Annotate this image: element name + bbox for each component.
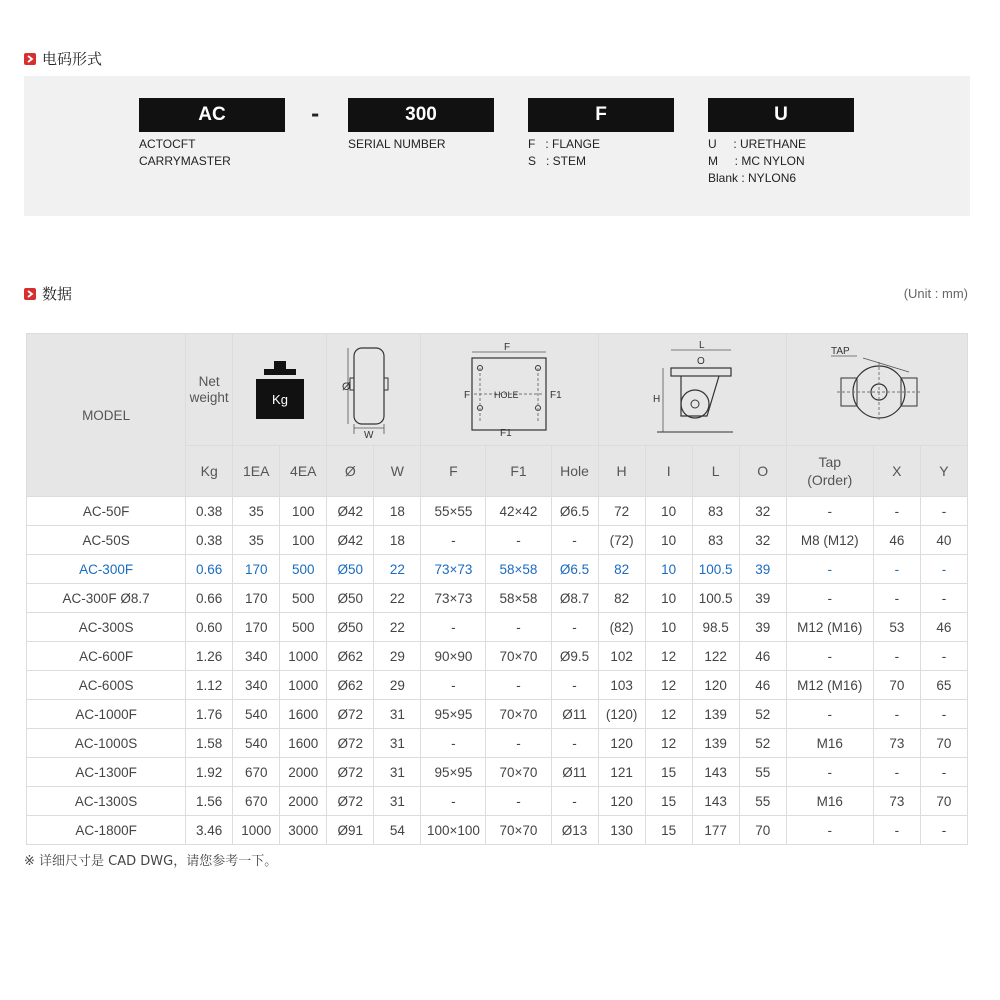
- unit-f: F: [421, 446, 486, 497]
- table-cell: 130: [598, 816, 645, 845]
- table-cell: 95×95: [421, 700, 486, 729]
- table-cell: 1.56: [186, 787, 233, 816]
- table-cell: 58×58: [486, 555, 551, 584]
- unit-1ea: 1EA: [233, 446, 280, 497]
- unit-w: W: [374, 446, 421, 497]
- table-cell: 65: [920, 671, 967, 700]
- table-cell: -: [920, 758, 967, 787]
- table-cell: -: [786, 642, 873, 671]
- table-cell: 22: [374, 613, 421, 642]
- header-flange-figure: [421, 334, 598, 446]
- table-cell: 72: [598, 497, 645, 526]
- table-cell: 2000: [280, 787, 327, 816]
- table-cell: 54: [374, 816, 421, 845]
- fig-f-label-top: F: [504, 341, 511, 353]
- fig-h-label: H: [653, 393, 661, 405]
- table-cell: 12: [645, 700, 692, 729]
- table-cell: 1000: [280, 642, 327, 671]
- table-cell: -: [486, 729, 551, 758]
- table-cell: 53: [873, 613, 920, 642]
- table-cell: 31: [374, 700, 421, 729]
- table-cell: 18: [374, 497, 421, 526]
- table-cell: Ø62: [327, 671, 374, 700]
- table-cell: 540: [233, 729, 280, 758]
- code-bar: F: [528, 98, 674, 132]
- table-cell: 73: [873, 787, 920, 816]
- cell-model: AC-1800F: [27, 816, 186, 845]
- unit-i: I: [645, 446, 692, 497]
- code-description: F : FLANGE S : STEM: [528, 137, 601, 168]
- table-cell: 0.66: [186, 555, 233, 584]
- table-cell: 95×95: [421, 758, 486, 787]
- wheel-side-diagram-icon: [334, 342, 414, 438]
- table-cell: 70: [739, 816, 786, 845]
- red-arrow-bullet-icon: [24, 288, 36, 300]
- table-row: [27, 729, 968, 758]
- table-cell: 46: [920, 613, 967, 642]
- table-cell: 29: [374, 642, 421, 671]
- fig-f1-label-bottom: F1: [500, 427, 513, 439]
- table-cell: -: [786, 816, 873, 845]
- code-description: U : URETHANE M : MC NYLON Blank : NYLON6: [708, 137, 807, 185]
- table-cell: -: [873, 497, 920, 526]
- table-cell: -: [920, 816, 967, 845]
- table-cell: 12: [645, 642, 692, 671]
- table-cell: -: [551, 671, 598, 700]
- table-cell: -: [873, 584, 920, 613]
- table-cell: Ø72: [327, 758, 374, 787]
- table-cell: 170: [233, 584, 280, 613]
- table-cell: 55×55: [421, 497, 486, 526]
- table-row: [27, 671, 968, 700]
- table-cell: 1600: [280, 700, 327, 729]
- table-cell: 52: [739, 700, 786, 729]
- table-cell: 177: [692, 816, 739, 845]
- unit-l: L: [692, 446, 739, 497]
- table-cell: Ø72: [327, 700, 374, 729]
- table-cell: 3000: [280, 816, 327, 845]
- table-cell: 102: [598, 642, 645, 671]
- caster-side-diagram-icon: [637, 340, 747, 440]
- table-cell: 1000: [233, 816, 280, 845]
- table-cell: (120): [598, 700, 645, 729]
- code-separator: -: [311, 102, 320, 126]
- table-cell: M12 (M16): [786, 671, 873, 700]
- table-cell: 46: [739, 671, 786, 700]
- table-cell: -: [873, 816, 920, 845]
- table-cell: (82): [598, 613, 645, 642]
- fig-f-label-side: F: [464, 389, 471, 401]
- table-cell: M8 (M12): [786, 526, 873, 555]
- unit-tap: Tap (Order): [786, 446, 873, 497]
- table-cell: -: [873, 642, 920, 671]
- table-cell: -: [873, 700, 920, 729]
- header-net-weight: Net weight: [186, 334, 233, 446]
- table-cell: -: [920, 555, 967, 584]
- table-cell: 15: [645, 787, 692, 816]
- table-cell: 70×70: [486, 642, 551, 671]
- unit-note: (Unit : mm): [903, 286, 968, 301]
- table-cell: 1600: [280, 729, 327, 758]
- table-cell: -: [486, 526, 551, 555]
- table-cell: -: [421, 613, 486, 642]
- spec-table: [26, 333, 968, 845]
- table-cell: 340: [233, 642, 280, 671]
- stem-top-diagram-icon: [817, 340, 937, 440]
- table-cell: -: [920, 700, 967, 729]
- header-caster-figure: [598, 334, 786, 446]
- unit-x: X: [873, 446, 920, 497]
- table-cell: -: [551, 787, 598, 816]
- red-arrow-bullet-icon: [24, 53, 36, 65]
- table-cell: 100: [280, 497, 327, 526]
- table-cell: 39: [739, 584, 786, 613]
- table-cell: 103: [598, 671, 645, 700]
- cell-model: AC-300S: [27, 613, 186, 642]
- table-cell: -: [421, 526, 486, 555]
- table-cell: 70×70: [486, 758, 551, 787]
- table-cell: 70×70: [486, 816, 551, 845]
- unit-4ea: 4EA: [280, 446, 327, 497]
- code-bar: 300: [348, 98, 494, 132]
- table-cell: 35: [233, 497, 280, 526]
- table-cell: 500: [280, 555, 327, 584]
- table-cell: 1.76: [186, 700, 233, 729]
- table-cell: 100: [280, 526, 327, 555]
- table-cell: -: [486, 671, 551, 700]
- table-cell: 82: [598, 555, 645, 584]
- table-cell: -: [920, 584, 967, 613]
- table-cell: 29: [374, 671, 421, 700]
- table-cell: 120: [598, 729, 645, 758]
- unit-kg: Kg: [186, 446, 233, 497]
- table-cell: 31: [374, 729, 421, 758]
- section-heading-data: [24, 283, 72, 304]
- table-cell: 2000: [280, 758, 327, 787]
- table-cell: M16: [786, 787, 873, 816]
- code-item-wheel: [708, 98, 854, 187]
- table-cell: -: [786, 700, 873, 729]
- cell-model: AC-50S: [27, 526, 186, 555]
- table-cell: 12: [645, 729, 692, 758]
- table-cell: 1.92: [186, 758, 233, 787]
- cell-model: AC-1000F: [27, 700, 186, 729]
- table-cell: 143: [692, 758, 739, 787]
- table-cell: -: [421, 729, 486, 758]
- table-cell: 73×73: [421, 555, 486, 584]
- table-cell: 55: [739, 787, 786, 816]
- table-cell: 170: [233, 555, 280, 584]
- table-cell: 52: [739, 729, 786, 758]
- table-row: [27, 526, 968, 555]
- table-cell: 10: [645, 613, 692, 642]
- table-cell: 120: [598, 787, 645, 816]
- unit-h: H: [598, 446, 645, 497]
- table-cell: Ø11: [551, 700, 598, 729]
- code-form-panel: [24, 76, 970, 216]
- code-item-mount: [528, 98, 674, 170]
- table-cell: Ø9.5: [551, 642, 598, 671]
- header-kg-figure: [233, 334, 327, 446]
- table-cell: 15: [645, 816, 692, 845]
- table-cell: (72): [598, 526, 645, 555]
- unit-phi: Ø: [327, 446, 374, 497]
- table-cell: Ø72: [327, 729, 374, 758]
- cell-model: AC-1300F: [27, 758, 186, 787]
- table-cell: 120: [692, 671, 739, 700]
- code-description: SERIAL NUMBER: [348, 137, 446, 151]
- table-cell: 670: [233, 758, 280, 787]
- table-row: [27, 787, 968, 816]
- table-cell: -: [551, 613, 598, 642]
- table-cell: 73×73: [421, 584, 486, 613]
- table-cell: 35: [233, 526, 280, 555]
- table-cell: 31: [374, 787, 421, 816]
- code-bar: U: [708, 98, 854, 132]
- code-item-series: [139, 98, 285, 170]
- table-cell: 0.38: [186, 497, 233, 526]
- table-cell: 0.60: [186, 613, 233, 642]
- table-cell: -: [786, 758, 873, 787]
- header-wheel-figure: [327, 334, 421, 446]
- flange-plate-diagram-icon: [444, 340, 574, 440]
- table-cell: Ø91: [327, 816, 374, 845]
- table-cell: 40: [920, 526, 967, 555]
- section-title: 电码形式: [42, 50, 103, 68]
- table-cell: 32: [739, 526, 786, 555]
- code-item-serial: [348, 98, 494, 153]
- table-cell: 1000: [280, 671, 327, 700]
- table-cell: 83: [692, 497, 739, 526]
- table-cell: 32: [739, 497, 786, 526]
- table-cell: 55: [739, 758, 786, 787]
- table-cell: Ø50: [327, 555, 374, 584]
- section-title: 数据: [42, 285, 73, 303]
- table-cell: M16: [786, 729, 873, 758]
- table-cell: Ø11: [551, 758, 598, 787]
- table-cell: 139: [692, 700, 739, 729]
- table-cell: 12: [645, 671, 692, 700]
- table-cell: 100.5: [692, 584, 739, 613]
- table-cell: 82: [598, 584, 645, 613]
- header-stem-figure: [786, 334, 967, 446]
- table-cell: 3.46: [186, 816, 233, 845]
- table-cell: 100×100: [421, 816, 486, 845]
- table-cell: -: [486, 787, 551, 816]
- cell-model: AC-50F: [27, 497, 186, 526]
- table-cell: -: [786, 584, 873, 613]
- table-cell: -: [786, 555, 873, 584]
- table-cell: M12 (M16): [786, 613, 873, 642]
- table-row: [27, 700, 968, 729]
- table-cell: Ø13: [551, 816, 598, 845]
- weight-icon-label: Kg: [271, 391, 288, 407]
- table-cell: 670: [233, 787, 280, 816]
- table-cell: Ø42: [327, 497, 374, 526]
- fig-hole-label: HOLE: [494, 389, 519, 400]
- fig-tap-label: TAP: [830, 345, 850, 357]
- table-cell: 70: [873, 671, 920, 700]
- table-cell: 70×70: [486, 700, 551, 729]
- footnote: ※ 详细尺寸是 CAD DWG，请您参考一下。: [24, 854, 278, 869]
- table-row: [27, 758, 968, 787]
- table-cell: 18: [374, 526, 421, 555]
- table-row: [27, 555, 968, 584]
- table-cell: 31: [374, 758, 421, 787]
- table-cell: -: [551, 729, 598, 758]
- table-cell: -: [421, 787, 486, 816]
- cell-model: AC-1300S: [27, 787, 186, 816]
- table-cell: 10: [645, 555, 692, 584]
- header-model: MODEL: [27, 334, 186, 497]
- table-cell: 1.26: [186, 642, 233, 671]
- code-bar: AC: [139, 98, 285, 132]
- section-heading-code: [24, 48, 102, 69]
- table-cell: 39: [739, 555, 786, 584]
- spec-table-body: [27, 497, 968, 845]
- fig-f1-label-side: F1: [550, 389, 563, 401]
- table-cell: 83: [692, 526, 739, 555]
- table-cell: 0.38: [186, 526, 233, 555]
- cell-model: AC-300F: [27, 555, 186, 584]
- table-cell: 46: [873, 526, 920, 555]
- table-cell: 340: [233, 671, 280, 700]
- table-cell: 22: [374, 584, 421, 613]
- table-cell: 100.5: [692, 555, 739, 584]
- table-cell: -: [920, 497, 967, 526]
- table-cell: -: [873, 555, 920, 584]
- table-cell: 500: [280, 584, 327, 613]
- table-row: [27, 642, 968, 671]
- table-cell: -: [786, 497, 873, 526]
- table-cell: 90×90: [421, 642, 486, 671]
- fig-o-label: O: [697, 355, 705, 367]
- table-row: [27, 584, 968, 613]
- table-cell: 0.66: [186, 584, 233, 613]
- table-cell: 73: [873, 729, 920, 758]
- table-cell: 121: [598, 758, 645, 787]
- table-cell: 1.58: [186, 729, 233, 758]
- table-cell: Ø62: [327, 642, 374, 671]
- table-cell: Ø8.7: [551, 584, 598, 613]
- weight-icon: [250, 359, 310, 421]
- table-cell: 143: [692, 787, 739, 816]
- table-cell: 10: [645, 497, 692, 526]
- fig-w-label: W: [363, 429, 374, 438]
- table-cell: -: [920, 642, 967, 671]
- table-cell: -: [551, 526, 598, 555]
- table-cell: 122: [692, 642, 739, 671]
- table-cell: Ø50: [327, 613, 374, 642]
- table-cell: Ø6.5: [551, 497, 598, 526]
- table-cell: -: [486, 613, 551, 642]
- code-description: ACTOCFT CARRYMASTER: [139, 137, 231, 168]
- unit-o: O: [739, 446, 786, 497]
- table-row: [27, 497, 968, 526]
- table-cell: 170: [233, 613, 280, 642]
- table-cell: 1.12: [186, 671, 233, 700]
- table-cell: 98.5: [692, 613, 739, 642]
- table-row: [27, 613, 968, 642]
- table-cell: 22: [374, 555, 421, 584]
- table-cell: -: [421, 671, 486, 700]
- table-cell: 58×58: [486, 584, 551, 613]
- table-cell: Ø42: [327, 526, 374, 555]
- table-cell: 46: [739, 642, 786, 671]
- table-cell: 70: [920, 787, 967, 816]
- table-cell: 39: [739, 613, 786, 642]
- table-cell: Ø50: [327, 584, 374, 613]
- table-cell: Ø72: [327, 787, 374, 816]
- table-cell: 10: [645, 584, 692, 613]
- table-cell: Ø6.5: [551, 555, 598, 584]
- cell-model: AC-1000S: [27, 729, 186, 758]
- cell-model: AC-600S: [27, 671, 186, 700]
- table-row: [27, 816, 968, 845]
- fig-l-label: L: [699, 339, 705, 351]
- table-cell: 42×42: [486, 497, 551, 526]
- table-cell: 500: [280, 613, 327, 642]
- unit-f1: F1: [486, 446, 551, 497]
- unit-hole: Hole: [551, 446, 598, 497]
- table-cell: 10: [645, 526, 692, 555]
- cell-model: AC-600F: [27, 642, 186, 671]
- table-cell: 15: [645, 758, 692, 787]
- table-cell: 540: [233, 700, 280, 729]
- fig-phi-label: Ø: [341, 380, 351, 393]
- table-cell: 139: [692, 729, 739, 758]
- table-cell: -: [873, 758, 920, 787]
- table-cell: 70: [920, 729, 967, 758]
- cell-model: AC-300F Ø8.7: [27, 584, 186, 613]
- unit-y: Y: [920, 446, 967, 497]
